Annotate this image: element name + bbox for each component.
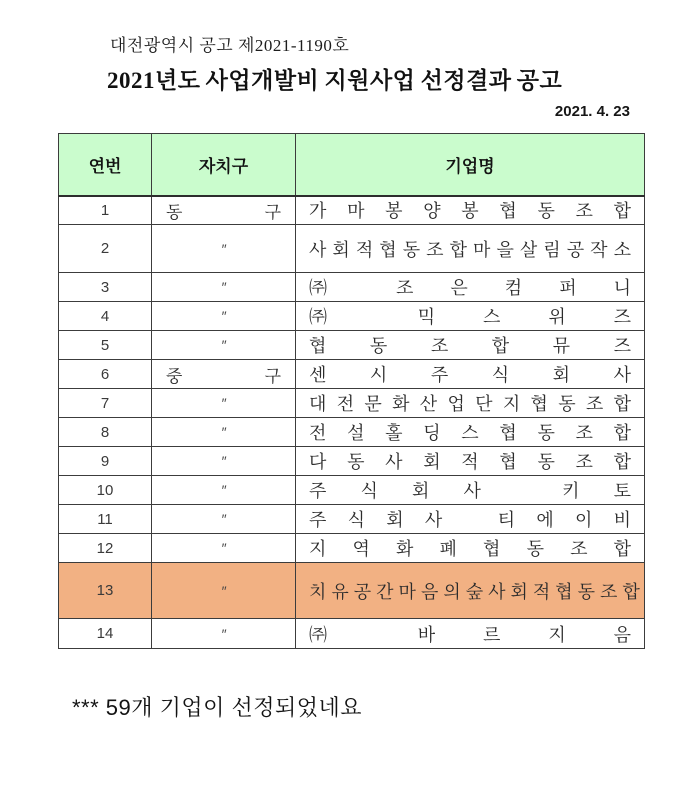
table-row — [59, 418, 645, 447]
company-name-cell: 대 전 문 화 산 업 단 지 협 동 조 합 — [296, 389, 645, 418]
row-number-cell: 8 — [59, 418, 152, 447]
district-cell: ″ — [152, 225, 296, 273]
company-name-cell: 치 유 공 간 마 음 의 숲 사 회 적 협 동 조 합 — [296, 563, 645, 619]
company-name-cell: 센 시 주 식 회 사 — [296, 360, 645, 389]
table-row — [59, 619, 645, 649]
company-name-cell: ㈜ 믹 스 위 즈 — [296, 302, 645, 331]
district-cell: ″ — [152, 505, 296, 534]
district-cell: ″ — [152, 418, 296, 447]
table-row — [59, 476, 645, 505]
district-cell: ″ — [152, 389, 296, 418]
district-cell: 동 구 — [152, 196, 296, 225]
table-row — [59, 360, 645, 389]
row-number-cell: 4 — [59, 302, 152, 331]
row-number-cell: 10 — [59, 476, 152, 505]
table-row — [59, 447, 645, 476]
notice-number: 대전광역시 공고 제2021-1190호 — [110, 36, 350, 55]
company-name-cell: 주 식 회 사 키 토 — [296, 476, 645, 505]
selection-result-table — [58, 133, 645, 649]
company-name-cell: 지 역 화 폐 협 동 조 합 — [296, 534, 645, 563]
table-row — [59, 273, 645, 302]
footer-note: *** 59개 기업이 선정되었네요 — [72, 695, 363, 720]
district-cell: ″ — [152, 302, 296, 331]
table-row — [59, 534, 645, 563]
table-row — [59, 196, 645, 225]
table-header-row — [59, 134, 645, 196]
row-number-cell: 14 — [59, 619, 152, 649]
company-name-cell: ㈜ 바 르 지 음 — [296, 619, 645, 649]
row-number-cell: 12 — [59, 534, 152, 563]
column-header-company: 기업명 — [296, 134, 645, 196]
column-header-district: 자치구 — [152, 134, 296, 196]
district-cell: ″ — [152, 534, 296, 563]
district-cell: 중 구 — [152, 360, 296, 389]
company-name-cell: 다 동 사 회 적 협 동 조 합 — [296, 447, 645, 476]
table-row — [59, 505, 645, 534]
table-row — [59, 302, 645, 331]
table-row — [59, 225, 645, 273]
row-number-cell: 13 — [59, 563, 152, 619]
district-cell: ″ — [152, 619, 296, 649]
row-number-cell: 1 — [59, 196, 152, 225]
district-cell: ″ — [152, 331, 296, 360]
row-number-cell: 2 — [59, 225, 152, 273]
district-cell: ″ — [152, 273, 296, 302]
row-number-cell: 6 — [59, 360, 152, 389]
district-cell: ″ — [152, 447, 296, 476]
company-name-cell: 주 식 회 사 티 에 이 비 — [296, 505, 645, 534]
row-number-cell: 9 — [59, 447, 152, 476]
page-title: 2021년도 사업개발비 지원사업 선정결과 공고 — [107, 68, 563, 93]
row-number-cell: 3 — [59, 273, 152, 302]
company-name-cell: ㈜ 조 은 컴 퍼 니 — [296, 273, 645, 302]
row-number-cell: 5 — [59, 331, 152, 360]
row-number-cell: 11 — [59, 505, 152, 534]
table-row — [59, 563, 645, 619]
row-number-cell: 7 — [59, 389, 152, 418]
column-header-serial: 연번 — [59, 134, 152, 196]
table-header — [59, 134, 645, 196]
district-cell: ″ — [152, 563, 296, 619]
table-body — [59, 196, 645, 649]
table-row — [59, 331, 645, 360]
table-row — [59, 389, 645, 418]
company-name-cell: 가 마 봉 양 봉 협 동 조 합 — [296, 196, 645, 225]
announcement-date: 2021. 4. 23 — [554, 103, 630, 120]
company-name-cell: 협 동 조 합 뮤 즈 — [296, 331, 645, 360]
district-cell: ″ — [152, 476, 296, 505]
company-name-cell: 전 설 홀 딩 스 협 동 조 합 — [296, 418, 645, 447]
company-name-cell: 사 회 적 협 동 조 합 마 을 살 림 공 작 소 — [296, 225, 645, 273]
